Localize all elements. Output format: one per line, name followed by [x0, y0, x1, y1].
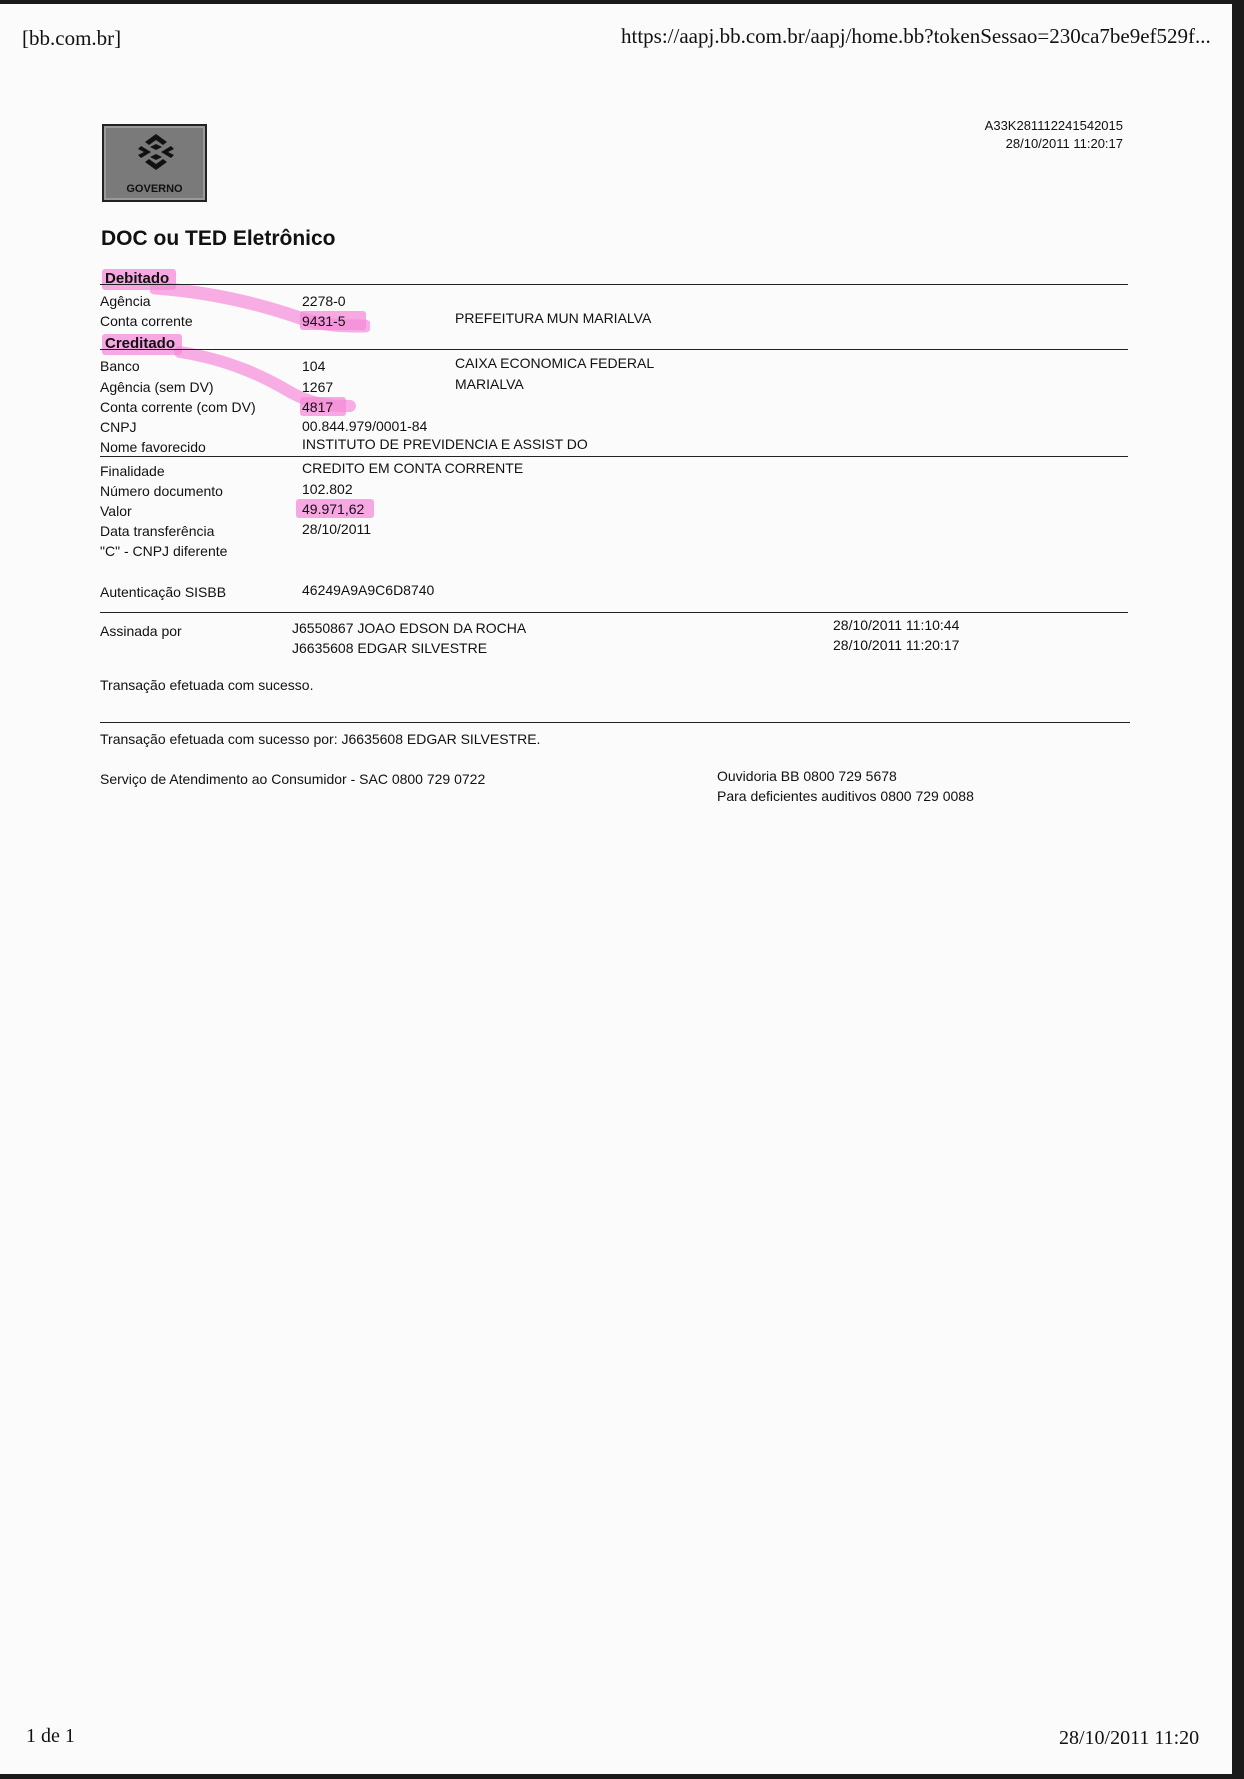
print-header-site: [bb.com.br] [22, 26, 122, 50]
label-data-transferencia: Data transferência [100, 523, 215, 539]
signer-1-datetime: 28/10/2011 11:10:44 [833, 617, 960, 633]
label-autenticacao: Autenticação SISBB [100, 584, 227, 600]
value-documento: 102.802 [302, 481, 353, 497]
label-agencia-creditada: Agência (sem DV) [100, 379, 214, 395]
value-valor: 49.971,62 [302, 501, 365, 517]
label-banco: Banco [100, 358, 140, 374]
print-footer-datetime: 28/10/2011 11:20 [1059, 1727, 1200, 1749]
value-favorecido: INSTITUTO DE PREVIDENCIA E ASSIST DO [302, 436, 588, 452]
receipt-code: A33K281112241542015 [984, 118, 1123, 133]
label-assinada-por: Assinada por [100, 623, 182, 639]
value-autenticacao: 46249A9A9C6D8740 [302, 582, 435, 598]
receipt-code-block [985, 117, 1123, 153]
section-creditado: Creditado [105, 335, 176, 352]
value-cnpj: 00.844.979/0001-84 [302, 418, 428, 434]
ouvidoria-contact: Ouvidoria BB 0800 729 5678 [717, 768, 897, 784]
value-agencia-nome: MARIALVA [455, 376, 524, 392]
divider-sucesso-por [100, 722, 1130, 723]
label-valor: Valor [100, 503, 132, 519]
label-favorecido: Nome favorecido [100, 439, 206, 455]
divider-debitado [100, 284, 1128, 285]
label-finalidade: Finalidade [100, 463, 165, 479]
label-cnpj-diferente: "C" - CNPJ diferente [100, 543, 228, 559]
value-banco-nome: CAIXA ECONOMICA FEDERAL [455, 355, 655, 371]
label-conta-creditada: Conta corrente (com DV) [100, 399, 256, 415]
value-conta-creditada: 4817 [302, 399, 334, 415]
value-finalidade: CREDITO EM CONTA CORRENTE [302, 460, 524, 476]
print-footer-page: 1 de 1 [26, 1725, 75, 1747]
value-conta-debitada: 9431-5 [302, 313, 346, 329]
sac-contact: Serviço de Atendimento ao Consumidor - SAC 0800 729 0722 [100, 771, 486, 787]
section-debitado: Debitado [105, 270, 170, 287]
bb-governo-logo [102, 124, 207, 202]
status-sucesso-por: Transação efetuada com sucesso por: J6635608 EDGAR SILVESTRE. [100, 731, 541, 747]
label-documento: Número documento [100, 483, 223, 499]
divider-creditado [100, 349, 1128, 350]
receipt-datetime: 28/10/2011 11:20:17 [1005, 136, 1123, 151]
value-agencia-debitada: 2278-0 [302, 293, 346, 309]
value-banco: 104 [302, 358, 326, 374]
logo-caption: GOVERNO [126, 183, 183, 195]
divider-detalhes [100, 456, 1128, 457]
label-conta-debitada: Conta corrente [100, 313, 193, 329]
printed-page [0, 4, 1232, 1774]
status-sucesso: Transação efetuada com sucesso. [100, 677, 314, 693]
divider-assinaturas [100, 612, 1128, 613]
value-agencia-creditada: 1267 [302, 379, 334, 395]
signer-1-name: J6550867 JOAO EDSON DA ROCHA [292, 620, 527, 636]
label-cnpj: CNPJ [100, 419, 137, 435]
print-header-url: https://aapj.bb.com.br/aapj/home.bb?tokenSessao=230ca7be9ef529f... [621, 24, 1211, 48]
value-titular-debitado: PREFEITURA MUN MARIALVA [455, 310, 652, 326]
label-agencia-debitada: Agência [100, 293, 151, 309]
page-title: DOC ou TED Eletrônico [101, 227, 336, 250]
signer-2-datetime: 28/10/2011 11:20:17 [833, 637, 960, 653]
signer-2-name: J6635608 EDGAR SILVESTRE [292, 640, 488, 656]
value-data-transferencia: 28/10/2011 [302, 521, 372, 537]
deficientes-contact: Para deficientes auditivos 0800 729 0088 [717, 788, 974, 804]
bb-logo-icon [137, 132, 175, 172]
